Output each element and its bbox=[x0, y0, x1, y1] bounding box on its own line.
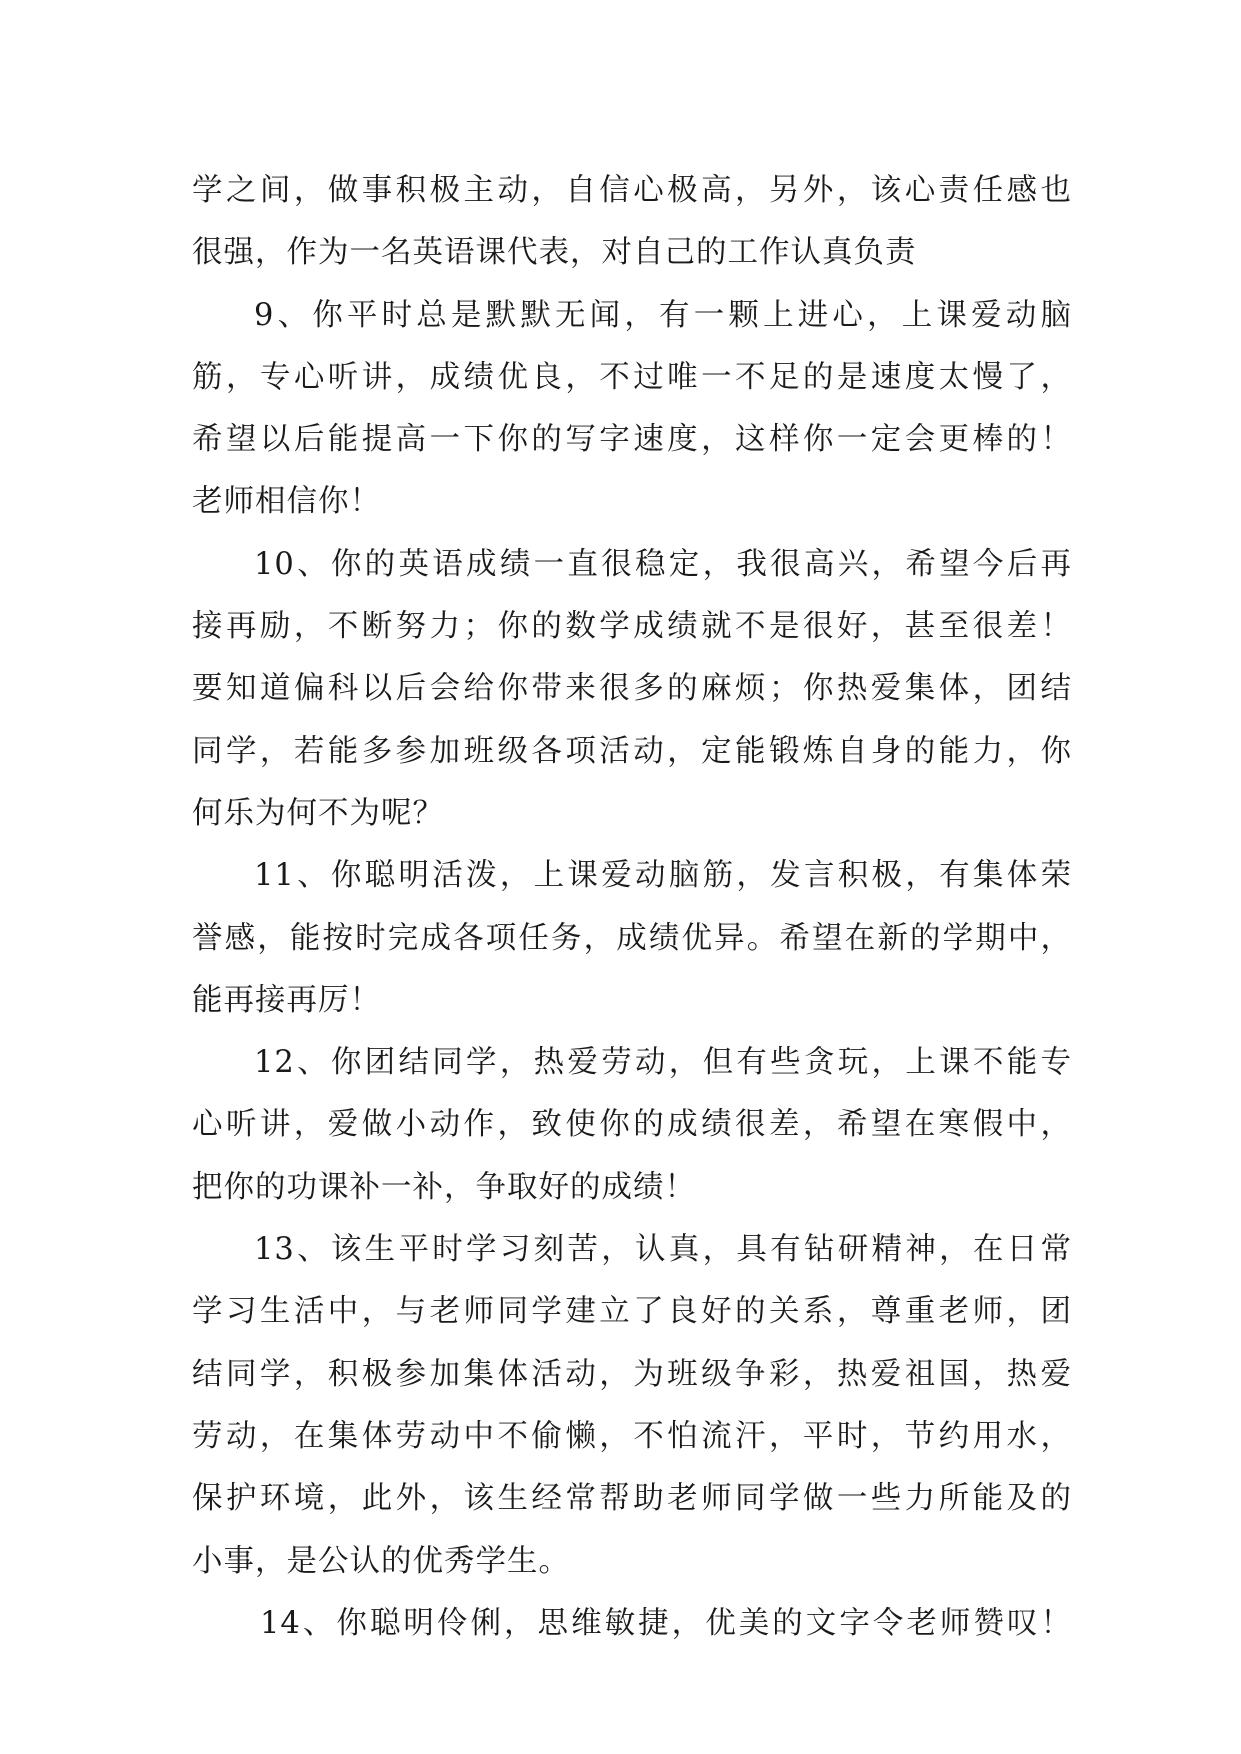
text-line: 誉感，能按时完成各项任务，成绩优异。希望在新的学期中， bbox=[192, 920, 1072, 956]
paragraph-start-line: 10、你的英语成绩一直很稳定，我很高兴，希望今后再 bbox=[254, 546, 1072, 582]
text-line: 结同学，积极参加集体活动，为班级争彩，热爱祖国，热爱 bbox=[192, 1356, 1072, 1392]
text-line: 心听讲，爱做小动作，致使你的成绩很差，希望在寒假中， bbox=[192, 1107, 1072, 1143]
text-line: 把你的功课补一补，争取好的成绩！ bbox=[192, 1169, 696, 1205]
text-line: 小事，是公认的优秀学生。 bbox=[192, 1543, 570, 1579]
text-line: 能再接再厉！ bbox=[192, 982, 381, 1018]
text-line: 接再励，不断努力；你的数学成绩就不是很好，甚至很差！ bbox=[192, 609, 1072, 645]
text-line: 老师相信你！ bbox=[192, 484, 381, 520]
text-line: 同学，若能多参加班级各项活动，定能锻炼自身的能力，你 bbox=[192, 733, 1072, 769]
text-line: 何乐为何不为呢？ bbox=[192, 795, 444, 831]
text-line: 学之间，做事积极主动，自信心极高，另外，该心责任感也 bbox=[192, 173, 1072, 208]
text-line: 劳动，在集体劳动中不偷懒，不怕流汗，平时，节约用水， bbox=[192, 1418, 1072, 1454]
paragraph-start-line: 14、你聪明伶俐，思维敏捷，优美的文字令老师赞叹！ bbox=[260, 1605, 1072, 1641]
text-line: 学习生活中，与老师同学建立了良好的关系，尊重老师，团 bbox=[192, 1294, 1072, 1330]
document-body bbox=[192, 160, 1072, 1655]
text-line: 保护环境，此外，该生经常帮助老师同学做一些力所能及的 bbox=[192, 1481, 1072, 1517]
paragraph-start-line: 12、你团结同学，热爱劳动，但有些贪玩，上课不能专 bbox=[254, 1045, 1072, 1081]
text-line: 筋，专心听讲，成绩优良，不过唯一不足的是速度太慢了， bbox=[192, 359, 1072, 395]
paragraph-start-line: 13、该生平时学习刻苦，认真，具有钻研精神，在日常 bbox=[254, 1232, 1072, 1268]
text-line: 要知道偏科以后会给你带来很多的麻烦；你热爱集体，团结 bbox=[192, 671, 1072, 707]
text-line: 很强，作为一名英语课代表，对自己的工作认真负责 bbox=[192, 235, 917, 271]
paragraph-start-line: 11、你聪明活泼，上课爱动脑筋，发言积极，有集体荣 bbox=[254, 858, 1072, 894]
paragraph-start-line: 9、你平时总是默默无闻，有一颗上进心，上课爱动脑 bbox=[254, 297, 1072, 333]
text-line: 希望以后能提高一下你的写字速度，这样你一定会更棒的！ bbox=[192, 422, 1072, 458]
